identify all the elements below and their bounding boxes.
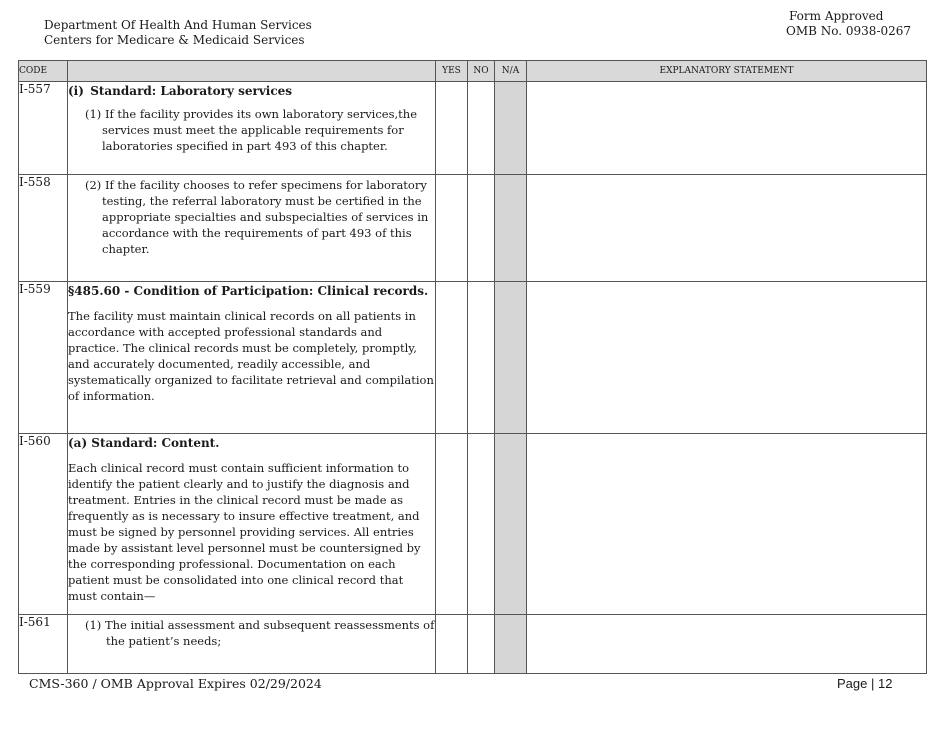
table-row	[19, 82, 927, 175]
department-name: Department Of Health And Human Services	[44, 18, 312, 32]
table-header-row	[19, 61, 927, 82]
na-cell[interactable]	[495, 282, 527, 434]
page-number: Page | 12	[837, 676, 893, 691]
standard-title: (a) Standard: Content.	[68, 436, 220, 450]
survey-table	[18, 60, 927, 674]
requirement-cell	[68, 82, 436, 175]
standard-title: (i) Standard: Laboratory services	[68, 84, 293, 98]
omb-number: OMB No. 0938-0267	[786, 24, 912, 38]
code-header: CODE	[19, 61, 68, 82]
explanatory-header: EXPLANATORY STATEMENT	[527, 61, 927, 82]
yes-cell[interactable]	[436, 434, 468, 615]
row-code: I-560	[19, 434, 68, 615]
na-cell[interactable]	[495, 615, 527, 674]
requirement-item: (1) The initial assessment and subsequent reassessments of the patient’s needs;	[85, 618, 435, 648]
table-row	[19, 175, 927, 282]
requirement-item: (1) If the facility provides its own laboratory services,the services must meet the applicable requirements for laboratories specified in part 493 of this chapter.	[85, 107, 418, 153]
yes-header: YES	[436, 61, 468, 82]
form-number: CMS-360 / OMB Approval Expires 02/29/2024	[29, 676, 322, 691]
yes-cell[interactable]	[436, 175, 468, 282]
requirement-item: (2) If the facility chooses to refer specimens for laboratory testing, the referral laboratory must be certified in the appropriate specialties and subspecialties of services in accordance with the requirements of part 493 of this chapter.	[85, 178, 429, 256]
condition-title: §485.60 - Condition of Participation: Clinical records.	[68, 284, 429, 298]
approval-header	[786, 9, 911, 39]
na-cell[interactable]	[495, 175, 527, 282]
explanatory-cell[interactable]	[527, 434, 927, 615]
explanatory-cell[interactable]	[527, 282, 927, 434]
table-row	[19, 615, 927, 674]
no-cell[interactable]	[468, 175, 495, 282]
requirement-cell	[68, 175, 436, 282]
row-code: I-558	[19, 175, 68, 282]
na-header: N/A	[495, 61, 527, 82]
requirement-cell	[68, 434, 436, 615]
yes-cell[interactable]	[436, 82, 468, 175]
yes-cell[interactable]	[436, 615, 468, 674]
na-cell[interactable]	[495, 434, 527, 615]
no-cell[interactable]	[468, 615, 495, 674]
na-cell[interactable]	[495, 82, 527, 175]
explanatory-cell[interactable]	[527, 615, 927, 674]
no-header: NO	[468, 61, 495, 82]
explanatory-cell[interactable]	[527, 175, 927, 282]
no-cell[interactable]	[468, 282, 495, 434]
table-row	[19, 282, 927, 434]
agency-header	[44, 18, 312, 48]
requirement-body: The facility must maintain clinical records on all patients in accordance with accepted professional standards and practice. The clinical records must be completely, promptly, and accurately documented, readily accessible, and systematically organized to facilitate retrieval and compilation of information.	[68, 309, 434, 403]
table-row	[19, 434, 927, 615]
row-code: I-561	[19, 615, 68, 674]
form-approved: Form Approved	[789, 9, 884, 23]
no-cell[interactable]	[468, 434, 495, 615]
requirement-body: Each clinical record must contain sufficient information to identify the patient clearly and to justify the diagnosis and treatment. Entries in the clinical record must be made as frequently as is necessary to insure effective treatment, and must be signed by personnel providing services. All entries made by assistant level personnel must be countersigned by the corresponding professional. Documentation on each patient must be consolidated into one clinical record that must contain—	[68, 461, 421, 603]
explanatory-cell[interactable]	[527, 82, 927, 175]
requirement-cell	[68, 282, 436, 434]
row-code: I-557	[19, 82, 68, 175]
centers-name: Centers for Medicare & Medicaid Services	[44, 33, 305, 47]
row-code: I-559	[19, 282, 68, 434]
yes-cell[interactable]	[436, 282, 468, 434]
no-cell[interactable]	[468, 82, 495, 175]
requirement-header	[68, 61, 436, 82]
requirement-cell	[68, 615, 436, 674]
